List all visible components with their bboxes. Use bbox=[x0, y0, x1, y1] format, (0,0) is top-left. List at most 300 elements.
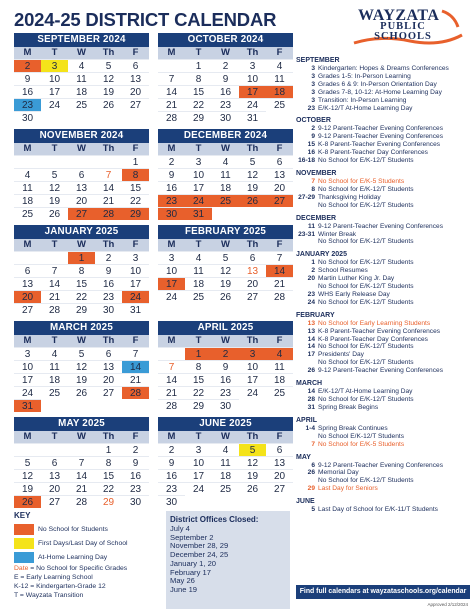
day-cell: 4 bbox=[212, 155, 239, 168]
weekday-label: T bbox=[51, 431, 58, 442]
event-date: 13 bbox=[307, 319, 315, 327]
key-label: At-Home Learning Day bbox=[38, 553, 108, 561]
event-date: 7 bbox=[311, 440, 315, 448]
event-text: Spring Break Continues bbox=[318, 424, 388, 432]
day-cell: 10 bbox=[185, 168, 212, 181]
event-date bbox=[296, 202, 318, 210]
event-date: 9 bbox=[311, 133, 315, 141]
offices-closed-box bbox=[166, 511, 290, 609]
weekday-header bbox=[14, 47, 149, 59]
event-text: No School for E/K-12/T Students bbox=[318, 396, 414, 403]
day-cell: 27 bbox=[239, 290, 266, 303]
event-item bbox=[296, 65, 470, 73]
day-cell: 6 bbox=[41, 456, 68, 469]
event-text: Kindergarten: Hopes & Dreams Conferences bbox=[318, 65, 449, 72]
weekday-label: F bbox=[276, 335, 283, 346]
weekday-label: T bbox=[51, 143, 58, 154]
day-cell: 13 bbox=[14, 277, 41, 290]
event-month-heading: DECEMBER bbox=[296, 214, 337, 222]
day-cell: 4 bbox=[185, 251, 212, 264]
day-cell: 5 bbox=[239, 155, 266, 168]
event-item bbox=[296, 157, 470, 165]
day-cell: 11 bbox=[185, 264, 212, 277]
day-cell: 9 bbox=[14, 72, 41, 85]
day-cell: 4 bbox=[68, 59, 95, 72]
day-cell: 7 bbox=[95, 168, 122, 181]
event-item bbox=[296, 141, 470, 149]
key-note: Date = No School for Specific Grades bbox=[14, 565, 128, 572]
day-cell: 20 bbox=[266, 181, 293, 194]
day-cell: 10 bbox=[14, 360, 41, 373]
event-date: 16 bbox=[307, 149, 315, 157]
event-text: Transition: In-Person Learning bbox=[318, 96, 407, 104]
key-note: T = Wayzata Transition bbox=[14, 592, 84, 599]
day-cell: 9 bbox=[158, 456, 185, 469]
day-cell bbox=[68, 443, 95, 456]
event-date: 3 bbox=[311, 88, 315, 96]
day-cell: 9 bbox=[158, 168, 185, 181]
day-cell: 21 bbox=[95, 194, 122, 207]
event-item bbox=[296, 367, 470, 375]
day-cell: 10 bbox=[158, 264, 185, 277]
day-cell: 28 bbox=[95, 207, 122, 220]
event-date: 3 bbox=[311, 72, 315, 80]
day-cell: 22 bbox=[95, 482, 122, 495]
month-december-2024 bbox=[158, 129, 293, 220]
day-cell: 5 bbox=[95, 59, 122, 72]
event-date: 3 bbox=[311, 96, 315, 104]
event-text: Grades 6 & 9: In-Person Orientation Day bbox=[318, 80, 437, 88]
month-september-2024 bbox=[14, 33, 149, 124]
event-item bbox=[296, 433, 470, 441]
event-month-heading: APRIL bbox=[296, 416, 317, 424]
event-item bbox=[296, 194, 470, 202]
day-cell: 19 bbox=[212, 277, 239, 290]
event-month-heading: JUNE bbox=[296, 498, 315, 506]
day-cell: 14 bbox=[266, 264, 293, 277]
day-cell: 15 bbox=[68, 277, 95, 290]
event-date: 11 bbox=[308, 222, 315, 230]
day-cell bbox=[158, 59, 185, 72]
day-cell: 22 bbox=[122, 194, 149, 207]
weekday-label: W bbox=[221, 431, 230, 442]
day-cell bbox=[158, 347, 185, 360]
event-item bbox=[296, 149, 470, 157]
event-date: 13 bbox=[307, 327, 315, 335]
day-cell: 6 bbox=[95, 347, 122, 360]
day-cell: 1 bbox=[95, 443, 122, 456]
day-cell: 21 bbox=[68, 482, 95, 495]
weekday-label: W bbox=[77, 239, 86, 250]
day-cell: 11 bbox=[266, 72, 293, 85]
day-cell: 22 bbox=[185, 386, 212, 399]
day-cell: 1 bbox=[122, 155, 149, 168]
day-cell: 13 bbox=[68, 181, 95, 194]
office-closed-date: February 17 bbox=[170, 567, 211, 577]
month-heading: FEBRUARY 2025 bbox=[158, 225, 293, 239]
day-cell: 2 bbox=[158, 443, 185, 456]
key-swatch bbox=[14, 552, 34, 563]
day-cell: 28 bbox=[122, 386, 149, 399]
day-cell: 18 bbox=[185, 277, 212, 290]
day-cell: 26 bbox=[68, 386, 95, 399]
day-cell: 27 bbox=[68, 207, 95, 220]
day-cell: 26 bbox=[239, 482, 266, 495]
day-cell: 6 bbox=[122, 59, 149, 72]
day-cell: 17 bbox=[185, 181, 212, 194]
day-cell: 28 bbox=[158, 111, 185, 124]
event-text: Presidents' Day bbox=[318, 351, 364, 359]
day-cell: 16 bbox=[158, 469, 185, 482]
day-cell: 12 bbox=[212, 264, 239, 277]
weekday-label: T bbox=[195, 239, 202, 250]
day-cell: 19 bbox=[68, 373, 95, 386]
weekday-label: W bbox=[221, 239, 230, 250]
event-month-heading: MAY bbox=[296, 453, 311, 461]
event-item bbox=[296, 283, 470, 291]
day-cell: 2 bbox=[212, 347, 239, 360]
weekday-label: M bbox=[23, 335, 32, 346]
day-cell: 8 bbox=[68, 264, 95, 277]
day-cell: 7 bbox=[122, 347, 149, 360]
day-cell: 27 bbox=[122, 98, 149, 111]
day-cell: 5 bbox=[239, 443, 266, 456]
event-date: 28 bbox=[307, 396, 315, 403]
event-text: No School for E/K-12/T Students bbox=[318, 283, 414, 291]
weekday-header bbox=[14, 335, 149, 347]
day-cell: 28 bbox=[158, 399, 185, 412]
event-text: E/K-12/T At-Home Learning Day bbox=[318, 388, 413, 396]
day-cell: 11 bbox=[212, 456, 239, 469]
day-cell: 16 bbox=[158, 181, 185, 194]
event-item bbox=[296, 73, 470, 81]
day-cell bbox=[41, 443, 68, 456]
event-month-heading: NOVEMBER bbox=[296, 169, 337, 177]
legend-key bbox=[14, 511, 160, 600]
event-text: No School for Early Learning Students bbox=[318, 319, 431, 327]
day-cell bbox=[95, 155, 122, 168]
day-cell: 20 bbox=[239, 277, 266, 290]
weekday-label: M bbox=[23, 143, 32, 154]
weekday-header bbox=[158, 143, 293, 155]
day-cell: 22 bbox=[185, 98, 212, 111]
day-cell: 12 bbox=[239, 168, 266, 181]
event-item bbox=[296, 97, 470, 105]
weekday-label: W bbox=[77, 47, 86, 58]
day-cell: 18 bbox=[266, 85, 293, 98]
day-cell: 14 bbox=[68, 469, 95, 482]
event-date: 2 bbox=[311, 125, 315, 133]
day-cell: 15 bbox=[185, 85, 212, 98]
key-item bbox=[14, 536, 160, 550]
day-cell: 18 bbox=[212, 469, 239, 482]
day-cell: 21 bbox=[158, 98, 185, 111]
event-item bbox=[296, 238, 470, 246]
event-text: K-8 Parent-Teacher Day Conferences bbox=[318, 335, 428, 343]
event-date: 31 bbox=[307, 403, 315, 411]
event-item bbox=[296, 267, 470, 275]
weekday-label: Th bbox=[102, 47, 115, 58]
event-text: K-8 Parent-Teacher Evening Conferences bbox=[318, 327, 441, 335]
day-cell: 7 bbox=[68, 456, 95, 469]
day-cell: 21 bbox=[266, 277, 293, 290]
day-cell: 26 bbox=[239, 194, 266, 207]
event-date: 29 bbox=[307, 485, 315, 493]
event-item bbox=[296, 202, 470, 210]
day-cell: 23 bbox=[122, 482, 149, 495]
day-cell: 6 bbox=[68, 168, 95, 181]
weekday-label: M bbox=[23, 47, 32, 58]
event-text: Thanksgiving Holiday bbox=[318, 193, 381, 201]
day-cell: 26 bbox=[41, 207, 68, 220]
day-cell: 18 bbox=[68, 85, 95, 98]
event-item bbox=[296, 186, 470, 194]
day-cell: 30 bbox=[212, 399, 239, 412]
event-date bbox=[296, 433, 318, 441]
day-cell: 30 bbox=[158, 207, 185, 220]
event-month-heading: MARCH bbox=[296, 380, 323, 388]
day-cell: 9 bbox=[95, 264, 122, 277]
day-cell: 17 bbox=[14, 373, 41, 386]
weekday-label: Th bbox=[102, 239, 115, 250]
office-closed-date: June 19 bbox=[170, 584, 198, 594]
weekday-label: M bbox=[167, 335, 176, 346]
weekday-header bbox=[14, 431, 149, 443]
day-cell: 10 bbox=[122, 264, 149, 277]
day-cell: 19 bbox=[14, 482, 41, 495]
office-closed-date: December 24, 25 bbox=[170, 550, 229, 560]
day-cell: 30 bbox=[95, 303, 122, 316]
day-cell: 22 bbox=[68, 290, 95, 303]
day-cell: 13 bbox=[95, 360, 122, 373]
event-text: No School for E/K-12/T Students bbox=[318, 298, 414, 306]
event-item bbox=[296, 231, 470, 239]
day-cell: 29 bbox=[68, 303, 95, 316]
day-cell: 29 bbox=[185, 399, 212, 412]
event-item bbox=[296, 477, 470, 485]
weekday-label: F bbox=[276, 47, 283, 58]
event-date: 26 bbox=[307, 469, 315, 477]
day-cell: 4 bbox=[266, 59, 293, 72]
day-cell: 10 bbox=[185, 456, 212, 469]
office-closed-date: July 4 bbox=[170, 524, 190, 533]
event-date: 3 bbox=[311, 65, 315, 72]
day-cell: 3 bbox=[185, 155, 212, 168]
event-date: 2 bbox=[311, 267, 315, 275]
event-month-heading: SEPTEMBER bbox=[296, 57, 340, 64]
weekday-label: W bbox=[77, 143, 86, 154]
district-logo bbox=[350, 5, 468, 51]
event-date: 6 bbox=[311, 461, 315, 469]
event-text: No School for E/K-12/T Students bbox=[318, 201, 414, 209]
event-text: Last Day for Seniors bbox=[318, 485, 378, 493]
weekday-label: Th bbox=[246, 239, 259, 250]
day-cell: 27 bbox=[95, 386, 122, 399]
event-item bbox=[296, 81, 470, 89]
event-item bbox=[296, 275, 470, 283]
day-cell: 19 bbox=[41, 194, 68, 207]
day-cell: 14 bbox=[122, 360, 149, 373]
day-cell: 16 bbox=[212, 85, 239, 98]
day-cell: 8 bbox=[122, 168, 149, 181]
logo-subtitle: PUBLIC SCHOOLS bbox=[374, 21, 432, 42]
day-cell: 18 bbox=[14, 194, 41, 207]
month-march-2025 bbox=[14, 321, 149, 412]
weekday-label: Th bbox=[102, 143, 115, 154]
event-text: WHS Early Release Day bbox=[318, 290, 390, 298]
event-item bbox=[296, 351, 470, 359]
weekday-label: Th bbox=[102, 335, 115, 346]
day-cell: 3 bbox=[239, 59, 266, 72]
event-text: 9-12 Parent-Teacher Evening Conferences bbox=[318, 125, 443, 133]
event-date: 16-18 bbox=[298, 157, 315, 165]
day-cell: 29 bbox=[122, 207, 149, 220]
day-cell: 24 bbox=[14, 386, 41, 399]
day-cell: 18 bbox=[41, 373, 68, 386]
day-cell: 25 bbox=[68, 98, 95, 111]
key-label: No School for Students bbox=[38, 525, 108, 533]
event-date bbox=[296, 238, 318, 246]
event-item bbox=[296, 328, 470, 336]
month-heading: DECEMBER 2024 bbox=[158, 129, 293, 143]
weekday-header bbox=[158, 239, 293, 251]
event-date bbox=[296, 283, 318, 291]
day-cell: 25 bbox=[41, 386, 68, 399]
event-text: No School for E/K-5 Students bbox=[318, 177, 405, 185]
event-item bbox=[296, 425, 470, 433]
day-cell: 17 bbox=[239, 85, 266, 98]
day-cell: 12 bbox=[41, 181, 68, 194]
month-april-2025 bbox=[158, 321, 293, 412]
weekday-label: W bbox=[77, 335, 86, 346]
weekday-label: M bbox=[167, 143, 176, 154]
day-cell: 23 bbox=[14, 98, 41, 111]
day-cell: 13 bbox=[266, 456, 293, 469]
event-text: No School for E/K-12/T Students bbox=[318, 238, 414, 246]
event-date: 7 bbox=[311, 177, 315, 185]
day-cell: 3 bbox=[239, 347, 266, 360]
month-heading: APRIL 2025 bbox=[158, 321, 293, 335]
event-text: Martin Luther King Jr. Day bbox=[318, 275, 395, 283]
day-cell: 4 bbox=[212, 443, 239, 456]
approved-date: Approved 2/12/2024 bbox=[427, 602, 468, 607]
day-cell: 20 bbox=[95, 373, 122, 386]
weekday-label: F bbox=[132, 239, 139, 250]
day-cell: 27 bbox=[41, 495, 68, 508]
event-item bbox=[296, 506, 470, 514]
month-heading: JUNE 2025 bbox=[158, 417, 293, 431]
weekday-label: T bbox=[195, 143, 202, 154]
day-cell: 24 bbox=[122, 290, 149, 303]
weekday-label: M bbox=[23, 239, 32, 250]
event-text: No School for E/K-12/T Students bbox=[318, 185, 414, 193]
day-cell: 20 bbox=[122, 85, 149, 98]
day-cell: 5 bbox=[14, 456, 41, 469]
day-cell: 15 bbox=[122, 181, 149, 194]
day-cell: 13 bbox=[41, 469, 68, 482]
day-cell: 30 bbox=[212, 111, 239, 124]
weekday-label: M bbox=[167, 47, 176, 58]
day-cell: 24 bbox=[239, 386, 266, 399]
event-month-heading: FEBRUARY bbox=[296, 311, 335, 319]
event-text: Grades 7-8, 10-12: At-Home Learning Day bbox=[318, 88, 442, 96]
weekday-label: T bbox=[195, 335, 202, 346]
event-date: 20 bbox=[307, 275, 315, 283]
event-text: Memorial Day bbox=[318, 469, 359, 477]
day-cell: 25 bbox=[266, 98, 293, 111]
day-cell: 1 bbox=[185, 59, 212, 72]
event-date: 23 bbox=[307, 104, 315, 112]
weekday-label: M bbox=[167, 431, 176, 442]
day-cell: 24 bbox=[185, 194, 212, 207]
event-item bbox=[296, 89, 470, 97]
event-item bbox=[296, 485, 470, 493]
day-cell: 29 bbox=[95, 495, 122, 508]
day-cell: 15 bbox=[185, 373, 212, 386]
weekday-header bbox=[158, 47, 293, 59]
weekday-header bbox=[14, 143, 149, 155]
day-cell: 20 bbox=[41, 482, 68, 495]
weekday-label: F bbox=[276, 239, 283, 250]
month-heading: MARCH 2025 bbox=[14, 321, 149, 335]
day-cell: 4 bbox=[266, 347, 293, 360]
day-cell: 23 bbox=[212, 386, 239, 399]
day-cell: 11 bbox=[68, 72, 95, 85]
event-item bbox=[296, 259, 470, 267]
event-text: No School for E/K-5 Students bbox=[318, 440, 405, 448]
day-cell: 6 bbox=[266, 443, 293, 456]
event-date: 1 bbox=[311, 259, 315, 267]
day-cell: 25 bbox=[266, 386, 293, 399]
event-text: 9-12 Parent-Teacher Evening Conferences bbox=[318, 222, 443, 230]
page-title: 2024-25 DISTRICT CALENDAR bbox=[14, 9, 277, 30]
day-cell: 12 bbox=[68, 360, 95, 373]
day-cell: 21 bbox=[158, 386, 185, 399]
event-month-heading: OCTOBER bbox=[296, 117, 331, 125]
calendar-link[interactable]: Find full calendars at wayzataschools.org/calendar bbox=[296, 585, 470, 599]
day-cell: 7 bbox=[41, 264, 68, 277]
day-cell: 11 bbox=[14, 181, 41, 194]
day-cell: 25 bbox=[14, 207, 41, 220]
month-june-2025 bbox=[158, 417, 293, 508]
month-november-2024 bbox=[14, 129, 149, 220]
day-cell: 26 bbox=[95, 98, 122, 111]
event-date: 5 bbox=[311, 506, 315, 514]
day-cell: 24 bbox=[158, 290, 185, 303]
day-cell: 26 bbox=[14, 495, 41, 508]
day-cell: 25 bbox=[185, 290, 212, 303]
weekday-label: F bbox=[132, 335, 139, 346]
key-swatch bbox=[14, 538, 34, 549]
month-heading: OCTOBER 2024 bbox=[158, 33, 293, 47]
weekday-label: Th bbox=[246, 143, 259, 154]
weekday-label: T bbox=[195, 47, 202, 58]
office-closed-date: November 28, 29 bbox=[170, 541, 229, 551]
day-cell: 30 bbox=[122, 495, 149, 508]
day-cell: 25 bbox=[212, 194, 239, 207]
day-cell: 9 bbox=[212, 72, 239, 85]
day-cell: 31 bbox=[239, 111, 266, 124]
day-cell: 12 bbox=[14, 469, 41, 482]
event-item bbox=[296, 462, 470, 470]
day-cell: 1 bbox=[185, 347, 212, 360]
day-cell bbox=[14, 155, 41, 168]
key-note: K-12 = Kindergarten-Grade 12 bbox=[14, 583, 106, 590]
day-cell: 30 bbox=[158, 495, 185, 508]
day-cell: 16 bbox=[212, 373, 239, 386]
day-cell: 4 bbox=[14, 168, 41, 181]
day-cell: 28 bbox=[68, 495, 95, 508]
